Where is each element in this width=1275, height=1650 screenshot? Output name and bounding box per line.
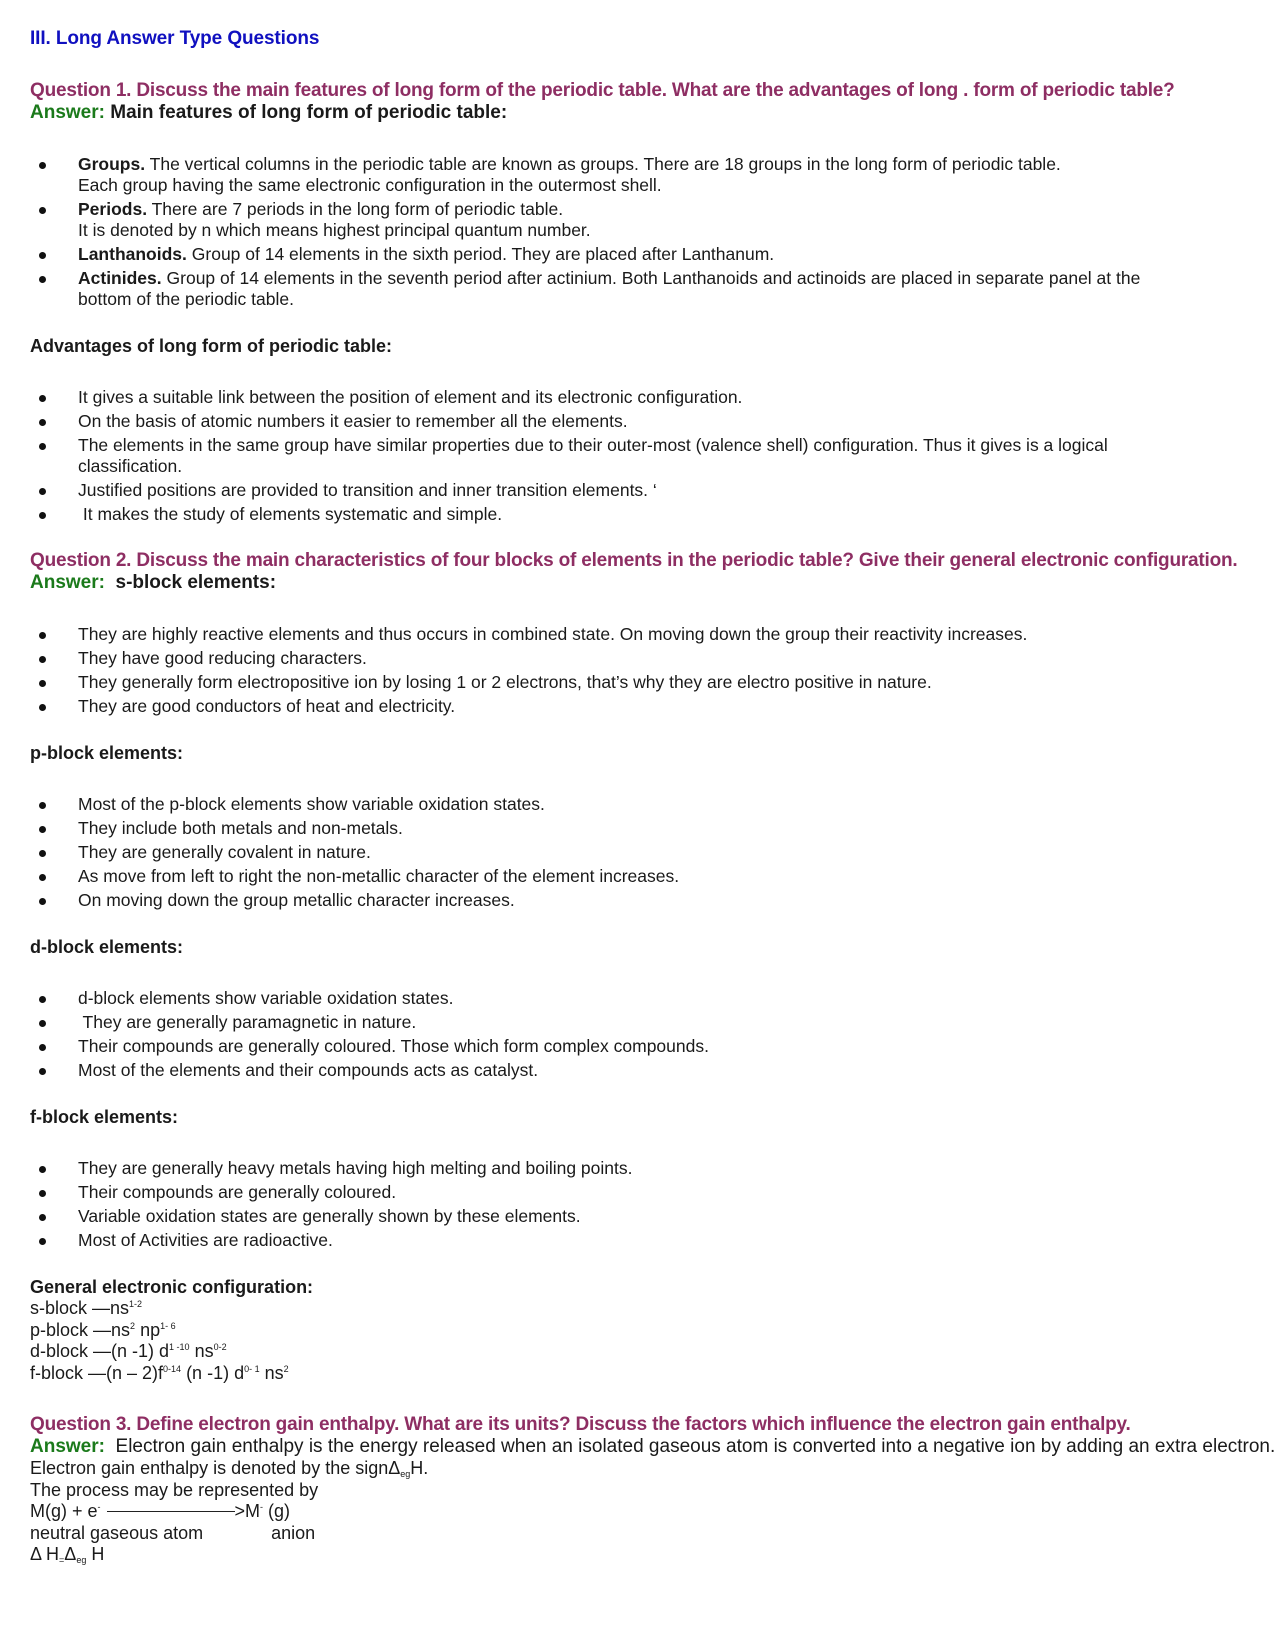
feature-text: The vertical columns in the periodic table are known as groups. There are 18 groups in the long form of periodic table.: [149, 154, 1061, 174]
config-text: (n -1) d: [181, 1362, 245, 1383]
feature-term: Actinides.: [78, 268, 162, 288]
answer-3-line: [30, 1436, 1275, 1458]
item-text: They are generally paramagnetic in nature.: [78, 1012, 417, 1032]
list-item: [30, 842, 1260, 863]
s-block-list: [30, 624, 1260, 717]
list-item: [30, 890, 1260, 911]
bullet-icon: [39, 419, 46, 426]
config-text: p-block —ns: [30, 1319, 131, 1340]
list-item: [30, 504, 1260, 525]
feature-term: Lanthanoids.: [78, 244, 187, 264]
p-block-list: [30, 794, 1260, 911]
bullet-icon: [39, 443, 46, 450]
list-item: [30, 988, 1260, 1009]
d-block-heading: d-block elements:: [30, 937, 184, 957]
config-heading: General electronic configuration:: [30, 1277, 314, 1297]
item-text: They are highly reactive elements and thus occurs in combined state. On moving down the group their reactivity increases.: [78, 624, 1028, 644]
bullet-icon: [39, 704, 46, 711]
bullet-icon: [39, 632, 46, 639]
list-item: [30, 1012, 1260, 1033]
bullet-icon: [39, 850, 46, 857]
equation-sub: =: [59, 1555, 65, 1565]
eg-subscript: eg: [400, 1469, 411, 1479]
item-text: As move from left to right the non-metallic character of the element increases.: [78, 866, 680, 886]
item-text: They are generally heavy metals having high melting and boiling points.: [78, 1158, 633, 1178]
d-block-list: [30, 988, 1260, 1081]
list-item: [30, 696, 1260, 717]
config-s-block: [30, 1298, 1260, 1320]
feature-text: It is denoted by n which means highest principal quantum number.: [78, 220, 591, 240]
answer-1-line: [30, 102, 1260, 124]
config-text: f-block —(n – 2)f: [30, 1362, 164, 1383]
item-text: Most of the p-block elements show variable oxidation states.: [78, 794, 545, 814]
bullet-icon: [39, 1044, 46, 1051]
reaction-labels: [30, 1523, 1260, 1545]
reaction-right: >M: [234, 1501, 261, 1521]
list-item: [30, 866, 1260, 887]
answer-label: Answer:: [30, 572, 105, 593]
reaction-right-tail: (g): [263, 1501, 291, 1521]
list-item: [30, 154, 1260, 196]
config-text: np: [135, 1319, 161, 1340]
config-sup: 2: [283, 1363, 289, 1374]
config-sup: 0-2: [213, 1342, 227, 1352]
reaction-left: M(g) + e: [30, 1501, 98, 1521]
bullet-icon: [39, 252, 46, 259]
label-left: neutral gaseous atom: [30, 1522, 204, 1543]
bullet-icon: [39, 898, 46, 905]
eg-subscript: eg: [76, 1555, 87, 1565]
bullet-icon: [39, 1214, 46, 1221]
reaction-line: [30, 1501, 1260, 1523]
h-symbol: H: [86, 1544, 105, 1564]
item-text: d-block elements show variable oxidation states.: [78, 988, 454, 1008]
list-item: [30, 818, 1260, 839]
answer-label: Answer:: [30, 102, 105, 123]
config-sup: 1 -10: [169, 1342, 190, 1352]
feature-text: Group of 14 elements in the sixth period. They are placed after Lanthanum.: [191, 244, 775, 264]
list-item: [30, 672, 1260, 693]
p-block-heading: p-block elements:: [30, 743, 184, 763]
equation-text: Δ H: [30, 1544, 60, 1564]
list-item: [30, 624, 1260, 645]
f-block-list: [30, 1158, 1260, 1251]
advantage-text: It gives a suitable link between the position of element and its electronic configuration.: [78, 387, 743, 407]
feature-text: There are 7 periods in the long form of periodic table.: [151, 199, 564, 219]
bullet-icon: [39, 874, 46, 881]
list-item: [30, 199, 1260, 241]
advantage-text: Justified positions are provided to transition and inner transition elements. ‘: [78, 480, 657, 500]
item-text: Their compounds are generally coloured. Those which form complex compounds.: [78, 1036, 709, 1056]
process-line: The process may be represented by: [30, 1479, 319, 1500]
denoted-text: Electron gain enthalpy is denoted by the sign: [30, 1458, 389, 1478]
feature-text: Each group having the same electronic configuration in the outermost shell.: [78, 175, 662, 195]
bullet-icon: [39, 1020, 46, 1027]
list-item: [30, 1182, 1260, 1203]
list-item: [30, 387, 1260, 408]
bullet-icon: [39, 1190, 46, 1197]
config-d-block: [30, 1341, 1260, 1363]
delta-symbol: Δ: [64, 1544, 77, 1564]
f-block-heading: f-block elements:: [30, 1107, 179, 1127]
charge-sup: -: [260, 1502, 264, 1512]
list-item: [30, 794, 1260, 815]
config-sup: 1-2: [129, 1299, 143, 1309]
bullet-icon: [39, 656, 46, 663]
item-text: They are good conductors of heat and electricity.: [78, 696, 456, 716]
advantage-text: The elements in the same group have similar properties due to their outer-most (valence shell) configuration. Thus it gives is a logical: [78, 435, 1108, 455]
bullet-icon: [39, 512, 46, 519]
list-item: [30, 268, 1260, 310]
feature-term: Periods.: [78, 199, 148, 219]
s-block-heading: s-block elements:: [115, 572, 277, 593]
section-title: III. Long Answer Type Questions: [30, 28, 320, 49]
advantage-text: It makes the study of elements systematic and simple.: [78, 504, 503, 524]
features-list: [30, 154, 1260, 310]
question-1: Question 1. Discuss the main features of long form of the periodic table. What are the advantages of long . form of periodic table?: [30, 80, 1175, 101]
config-text: ns: [189, 1341, 214, 1361]
list-item: [30, 1036, 1260, 1057]
item-text: On moving down the group metallic character increases.: [78, 890, 515, 910]
list-item: [30, 1230, 1260, 1251]
question-2: Question 2. Discuss the main characteristics of four blocks of elements in the periodic table? Give their general electronic configuration.: [30, 550, 1238, 571]
item-text: Most of the elements and their compounds acts as catalyst.: [78, 1060, 539, 1080]
bullet-icon: [39, 680, 46, 687]
charge-sup: -: [97, 1502, 101, 1512]
bullet-icon: [39, 802, 46, 809]
answer-text: Electron gain enthalpy is the energy released when an isolated gaseous atom is converted into a negative ion by adding an extra electron.: [115, 1436, 1275, 1457]
config-sup: 0-14: [163, 1363, 182, 1374]
bullet-icon: [39, 276, 46, 283]
feature-text: bottom of the periodic table.: [78, 289, 294, 309]
config-text: s-block —ns: [30, 1298, 130, 1318]
bullet-icon: [39, 395, 46, 402]
document-page: [30, 28, 1275, 1566]
config-sup: 1- 6: [160, 1320, 176, 1331]
feature-text: Group of 14 elements in the seventh period after actinium. Both Lanthanoids and actinoids are placed in separate panel at the: [166, 268, 1141, 288]
equation-line: [30, 1544, 1260, 1566]
list-item: [30, 648, 1260, 669]
bullet-icon: [39, 826, 46, 833]
config-sup: 0- 1: [244, 1363, 260, 1374]
feature-term: Groups.: [78, 154, 146, 174]
answer-2-line: [30, 572, 1260, 594]
question-3: Question 3. Define electron gain enthalpy. What are its units? Discuss the factors which influence the electron gain enthalpy.: [30, 1414, 1131, 1435]
bullet-icon: [39, 996, 46, 1003]
h-symbol: H.: [410, 1458, 429, 1478]
item-text: Their compounds are generally coloured.: [78, 1182, 397, 1202]
item-text: They include both metals and non-metals.: [78, 818, 403, 838]
advantage-text: On the basis of atomic numbers it easier to remember all the elements.: [78, 411, 628, 431]
item-text: They generally form electropositive ion by losing 1 or 2 electrons, that’s why they are electro positive in nature.: [78, 672, 932, 692]
advantage-text: classification.: [78, 456, 183, 476]
delta-symbol: Δ: [388, 1458, 401, 1478]
config-sup: 2: [130, 1320, 136, 1331]
list-item: [30, 435, 1260, 477]
advantages-heading: Advantages of long form of periodic table:: [30, 336, 393, 356]
advantages-list: [30, 387, 1260, 525]
arrow-icon: [107, 1511, 235, 1512]
item-text: They have good reducing characters.: [78, 648, 367, 668]
list-item: [30, 244, 1260, 265]
config-f-block: [30, 1363, 1260, 1385]
list-item: [30, 1060, 1260, 1081]
answer-label: Answer:: [30, 1436, 105, 1457]
bullet-icon: [39, 1068, 46, 1075]
list-item: [30, 1158, 1260, 1179]
item-text: Variable oxidation states are generally shown by these elements.: [78, 1206, 581, 1226]
bullet-icon: [39, 162, 46, 169]
config-text: d-block —(n -1) d: [30, 1341, 170, 1361]
list-item: [30, 411, 1260, 432]
item-text: Most of Activities are radioactive.: [78, 1230, 333, 1250]
item-text: They are generally covalent in nature.: [78, 842, 371, 862]
denoted-line: [30, 1458, 1260, 1480]
bullet-icon: [39, 488, 46, 495]
bullet-icon: [39, 1238, 46, 1245]
list-item: [30, 1206, 1260, 1227]
list-item: [30, 480, 1260, 501]
bullet-icon: [39, 1166, 46, 1173]
answer-heading: Main features of long form of periodic table:: [110, 102, 508, 123]
config-text: ns: [259, 1362, 284, 1383]
config-p-block: [30, 1320, 1260, 1342]
label-right: anion: [271, 1522, 316, 1543]
bullet-icon: [39, 207, 46, 214]
